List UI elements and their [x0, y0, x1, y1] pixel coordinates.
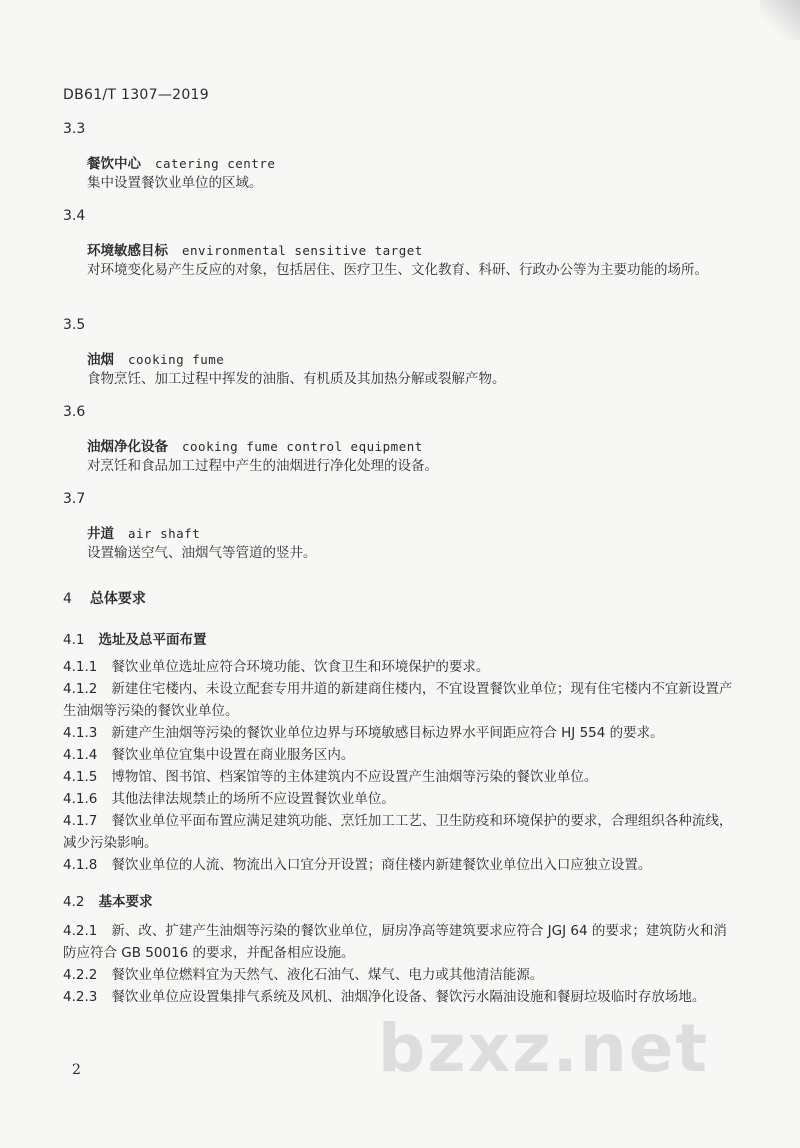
term-en: cooking fume control equipment: [182, 439, 423, 454]
term-title: [87, 239, 423, 259]
term-title: [87, 152, 275, 172]
term-en: catering centre: [155, 156, 276, 171]
clause: 4.2.1 新、改、扩建产生油烟等污染的餐饮业单位，厨房净高等建筑要求应符合 JGJ 64 的要求；建筑防火和消防应符合 GB 50016 的要求，并配备相应设施。: [63, 923, 727, 961]
term-number: 3.6: [63, 404, 86, 420]
term-definition: 设置输送空气、油烟气等管道的竖井。: [87, 545, 317, 561]
term-definition: 集中设置餐饮业单位的区域。: [87, 175, 263, 191]
term-number: 3.7: [63, 491, 86, 507]
term-definition: 对环境变化易产生反应的对象，包括居住、医疗卫生、文化教育、科研、行政办公等为主要功能的场所。: [87, 262, 708, 278]
term-definition: 食物烹饪、加工过程中挥发的油脂、有机质及其加热分解或裂解产物。: [87, 371, 506, 387]
subsection-title: 基本要求: [98, 894, 153, 910]
clause: 4.1.4 餐饮业单位宜集中设置在商业服务区内。: [63, 747, 355, 763]
section-title: 总体要求: [89, 591, 146, 607]
clause: 4.1.3 新建产生油烟等污染的餐饮业单位边界与环境敏感目标边界水平间距应符合 HJ 554 的要求。: [63, 725, 664, 741]
term-en: cooking fume: [128, 352, 225, 367]
clause: 4.1.6 其他法律法规禁止的场所不应设置餐饮业单位。: [63, 791, 395, 807]
clause: 4.1.5 博物馆、图书馆、档案馆等的主体建筑内不应设置产生油烟等污染的餐饮业单位。: [63, 769, 598, 785]
subsection-number: 4.1: [63, 632, 85, 648]
subsection-heading: [63, 890, 152, 910]
term-en: environmental sensitive target: [182, 243, 423, 258]
clause: 4.1.1 餐饮业单位选址应符合环境功能、饮食卫生和环境保护的要求。: [63, 659, 490, 675]
clause: 4.1.7 餐饮业单位平面布置应满足建筑功能、烹饪加工工艺、卫生防疫和环境保护的要求，合理组织各种流线，减少污染影响。: [63, 813, 733, 851]
page-corner-shadow: [760, 0, 800, 40]
term-zh: 餐饮中心: [87, 156, 141, 172]
term-zh: 环境敏感目标: [87, 243, 168, 259]
term-number: 3.5: [63, 317, 86, 333]
clause: 4.2.2 餐饮业单位燃料宜为天然气、液化石油气、煤气、电力或其他清洁能源。: [63, 967, 544, 983]
term-title: [87, 522, 200, 542]
term-number: 3.3: [63, 121, 86, 137]
term-title: [87, 348, 224, 368]
watermark: bzxz.net: [378, 1010, 710, 1087]
term-definition: 对烹饪和食品加工过程中产生的油烟进行净化处理的设备。: [87, 458, 438, 474]
section-number: 4: [63, 591, 72, 607]
clause: 4.1.2 新建住宅楼内、未设立配套专用井道的新建商住楼内，不宜设置餐饮业单位；现有住宅楼内不宜新设置产生油烟等污染的餐饮业单位。: [63, 681, 733, 719]
term-zh: 井道: [87, 526, 114, 542]
term-en: air shaft: [128, 526, 201, 541]
clause: 4.1.8 餐饮业单位的人流、物流出入口宜分开设置；商住楼内新建餐饮业单位出入口应独立设置。: [63, 857, 652, 873]
standard-code: DB61/T 1307—2019: [63, 87, 209, 103]
term-zh: 油烟: [87, 352, 114, 368]
subsection-title: 选址及总平面布置: [98, 632, 207, 648]
term-title: [87, 435, 423, 455]
subsection-number: 4.2: [63, 894, 85, 910]
page-number: 2: [72, 1062, 81, 1078]
clause: 4.2.3 餐饮业单位应设置集排气系统及风机、油烟净化设备、餐饮污水隔油设施和餐厨垃圾临时存放场地。: [63, 989, 706, 1005]
term-zh: 油烟净化设备: [87, 439, 168, 455]
section-heading: [63, 588, 146, 608]
subsection-heading: [63, 628, 206, 648]
term-number: 3.4: [63, 208, 86, 224]
